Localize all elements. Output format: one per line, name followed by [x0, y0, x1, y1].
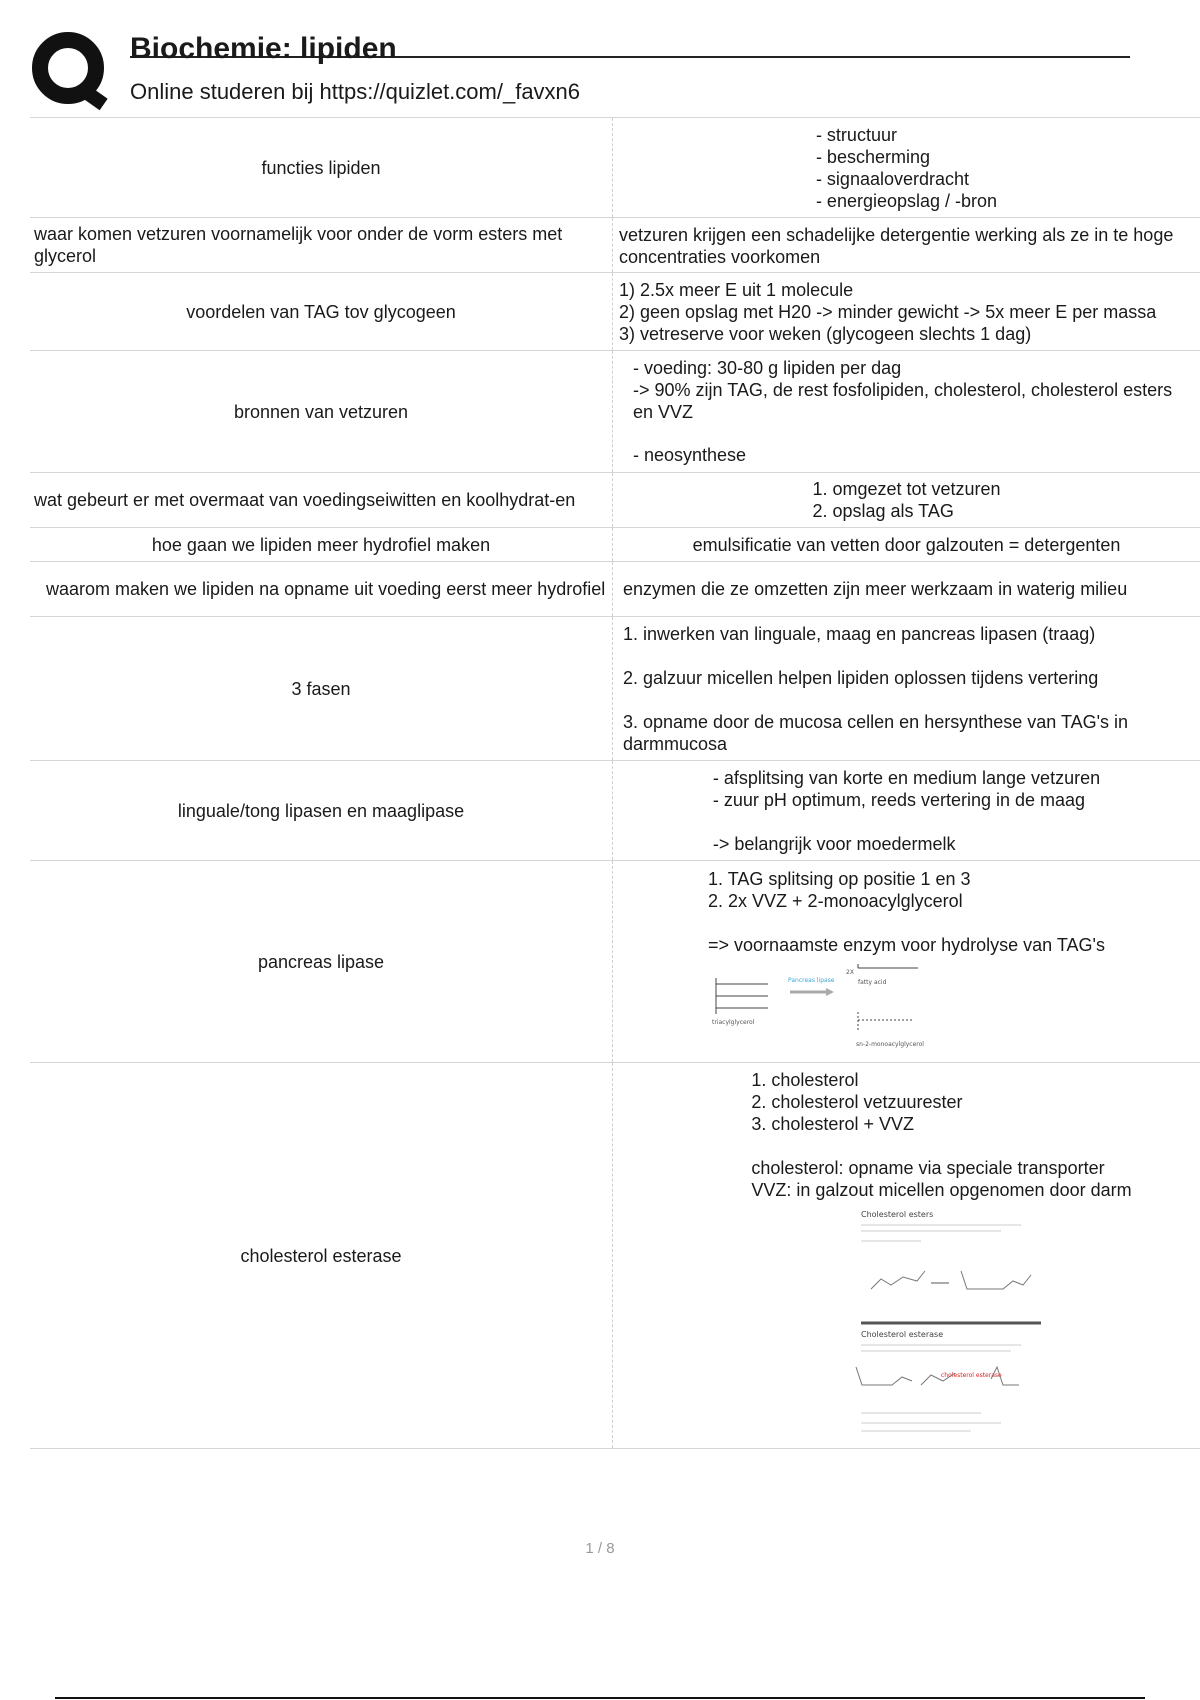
figure-panel-title: Cholesterol esters [861, 1210, 934, 1219]
definition-line: - zuur pH optimum, reeds vertering in de maag [712, 789, 1086, 810]
definition-line: - bescherming [815, 146, 930, 167]
term-cell: bronnen van vetzuren [30, 351, 613, 472]
definition-cell [613, 118, 1200, 217]
definition-line: 1. cholesterol [751, 1070, 859, 1090]
definition-line: => voornaamste enzym voor hydrolyse van TAG's [708, 935, 1105, 955]
flashcard-row [30, 473, 1200, 528]
flashcard-table [30, 117, 1200, 1449]
definition-line: 2. opslag als TAG [812, 501, 954, 521]
figure-panel-title: Cholesterol esterase [861, 1330, 944, 1339]
cholesterol-esterase-figure [851, 1207, 1051, 1437]
definition-line: enzymen die ze omzetten zijn meer werkzaam in waterig milieu [623, 579, 1128, 599]
footer-rule [55, 1697, 1145, 1699]
definition-line [713, 811, 1100, 833]
enzyme-label: Pancreas lipase [788, 977, 835, 984]
definition-line: 2. galzuur micellen helpen lipiden oplossen tijdens vertering [623, 668, 1099, 688]
definition-cell [613, 218, 1200, 272]
flashcard-row [30, 617, 1200, 761]
definition-cell [613, 562, 1200, 616]
definition-cell [613, 1063, 1200, 1448]
definition-cell [613, 473, 1200, 527]
definition-line: emulsificatie van vetten door galzouten = detergenten [692, 534, 1121, 555]
flashcard-row [30, 761, 1200, 861]
definition-cell [613, 617, 1200, 760]
definition-line: -> 90% zijn TAG, de rest fosfolipiden, cholesterol, cholesterol esters en VVZ [633, 380, 1178, 422]
flashcard-row [30, 861, 1200, 1063]
flashcard-row [30, 117, 1200, 218]
definition-line: - afsplitsing van korte en medium lange vetzuren [712, 767, 1101, 788]
term-cell: wat gebeurt er met overmaat van voedingseiwitten en koolhydrat-en [30, 473, 613, 527]
lipase-reaction-figure [708, 962, 958, 1050]
substrate-label: triacylglycerol [712, 1019, 755, 1026]
term-cell: cholesterol esterase [30, 1063, 613, 1448]
definition-line: - energieopslag / -bron [815, 190, 998, 211]
definition-line: 3. opname door de mucosa cellen en hersynthese van TAG's in darmmucosa [623, 712, 1134, 754]
flashcard-row [30, 562, 1200, 617]
definition-line [633, 422, 1194, 444]
quizlet-logo-icon [30, 30, 114, 114]
definition-line [623, 645, 1194, 667]
product-a-label: fatty acid [858, 979, 887, 986]
document-title: Biochemie: lipiden [130, 32, 397, 65]
definition-line: 3) vetreserve voor weken (glycogeen slechts 1 dag) [619, 323, 1032, 344]
term-cell: waar komen vetzuren voornamelijk voor onder de vorm esters met glycerol [30, 218, 613, 272]
term-cell: waarom maken we lipiden na opname uit voeding eerst meer hydrofiel [30, 562, 613, 616]
definition-line: 1. omgezet tot vetzuren [812, 479, 1001, 499]
definition-line: - structuur [815, 124, 897, 145]
definition-line: 1. inwerken van linguale, maag en pancreas lipasen (traag) [623, 624, 1096, 644]
flashcard-row [30, 218, 1200, 273]
definition-line: 2) geen opslag met H20 -> minder gewicht -> 5x meer E per massa [619, 301, 1157, 322]
definition-line: 3. cholesterol + VVZ [751, 1114, 914, 1134]
reaction-arrow-head [826, 988, 834, 996]
definition-line: - voeding: 30-80 g lipiden per dag [633, 358, 902, 378]
definition-line: cholesterol: opname via speciale transporter [751, 1158, 1105, 1178]
definition-line: 1) 2.5x meer E uit 1 molecule [619, 279, 854, 300]
definition-line: vetzuren krijgen een schadelijke detergentie werking als ze in te hoge concentraties voorkomen [619, 225, 1179, 267]
definition-cell [613, 528, 1200, 561]
definition-cell [613, 761, 1200, 860]
definition-cell [613, 351, 1200, 472]
definition-line: VVZ: in galzout micellen opgenomen door darm [751, 1180, 1132, 1200]
definition-cell [613, 861, 1200, 1062]
definition-cell [613, 273, 1200, 350]
term-cell: linguale/tong lipasen en maaglipase [30, 761, 613, 860]
definition-line: 1. TAG splitsing op positie 1 en 3 [708, 869, 971, 889]
flashcard-row [30, 1063, 1200, 1449]
term-cell: 3 fasen [30, 617, 613, 760]
term-cell: hoe gaan we lipiden meer hydrofiel maken [30, 528, 613, 561]
definition-line: 2. cholesterol vetzuurester [751, 1092, 963, 1112]
page-number: 1 / 8 [585, 1540, 615, 1557]
flashcard-row [30, 273, 1200, 351]
multiplier-label: 2X [846, 969, 854, 976]
definition-line [623, 689, 1194, 711]
enzyme-label: cholesterol esterase [941, 1372, 1003, 1379]
term-cell: functies lipiden [30, 118, 613, 217]
document-subtitle: Online studeren bij https://quizlet.com/_favxn6 [130, 79, 581, 104]
definition-line: - neosynthese [633, 445, 747, 465]
flashcard-row [30, 528, 1200, 562]
definition-line [708, 912, 1105, 934]
definition-line: 2. 2x VVZ + 2-monoacylglycerol [708, 891, 963, 911]
definition-line: - signaaloverdracht [815, 168, 970, 189]
term-cell: pancreas lipase [30, 861, 613, 1062]
term-cell: voordelen van TAG tov glycogeen [30, 273, 613, 350]
definition-line: -> belangrijk voor moedermelk [712, 833, 956, 854]
product-b-label: sn-2-monoacylglycerol [856, 1041, 924, 1048]
flashcard-row [30, 351, 1200, 473]
definition-line [751, 1135, 1131, 1157]
